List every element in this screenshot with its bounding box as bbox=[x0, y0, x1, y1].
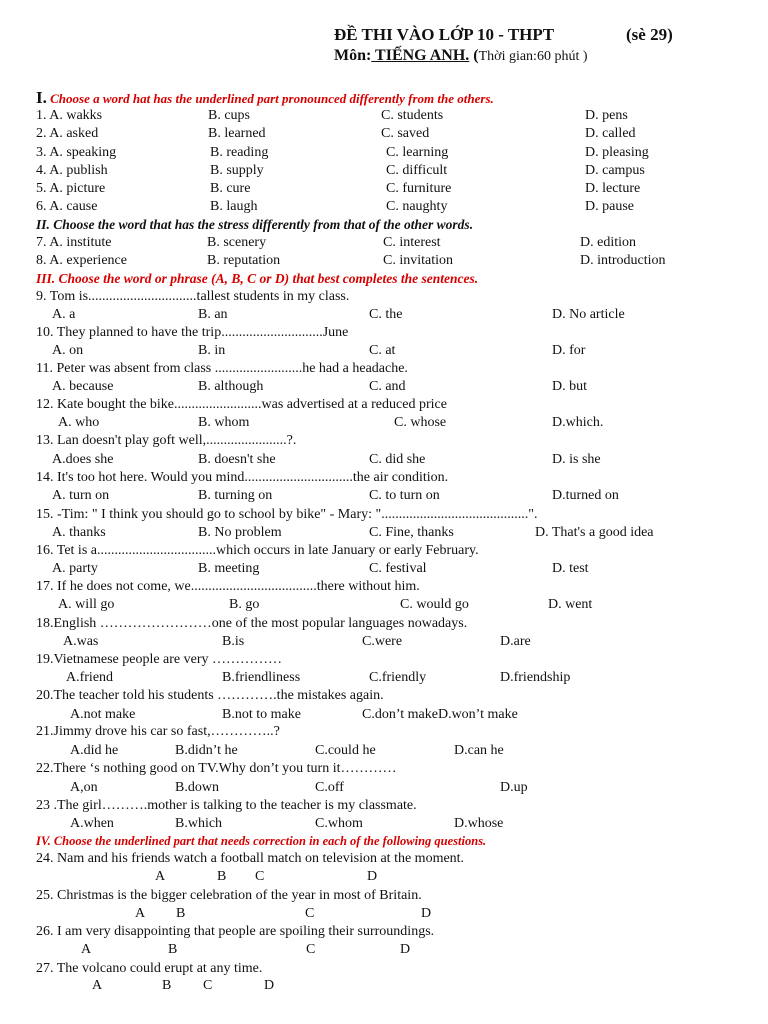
subject-line bbox=[0, 47, 768, 69]
q14-option-c: C. to turn on bbox=[369, 488, 440, 503]
question-24-letters bbox=[0, 868, 768, 886]
q4-option-c: C. difficult bbox=[386, 163, 448, 178]
q24-stem: 24. Nam and his friends watch a football match on television at the moment. bbox=[36, 851, 465, 866]
q26-stem: 26. I am very disappointing that people are spoiling their surroundings. bbox=[36, 924, 435, 939]
q17-option-a: A. will go bbox=[58, 597, 115, 612]
q19-option-a: A.friend bbox=[66, 670, 114, 685]
time-close: ) bbox=[579, 49, 588, 64]
question-16-options bbox=[0, 560, 768, 578]
q21-option-c: C.could he bbox=[315, 743, 376, 758]
section-2-text: II. Choose the word that has the stress differently from that of the other words. bbox=[36, 217, 474, 232]
q2-option-b: B. learned bbox=[208, 126, 266, 141]
q23-option-d: D.whose bbox=[454, 816, 504, 831]
question-12-options bbox=[0, 414, 768, 432]
q16-option-a: A. party bbox=[52, 561, 98, 576]
exam-title-line bbox=[0, 26, 768, 48]
q18-option-d: D.are bbox=[500, 634, 531, 649]
q19-option-b: B.friendliness bbox=[222, 670, 301, 685]
q1-option-a: 1. A. wakks bbox=[36, 108, 103, 123]
q6-option-d: D. pause bbox=[585, 199, 634, 214]
q8-option-c: C. invitation bbox=[383, 253, 453, 268]
q8-option-a: 8. A. experience bbox=[36, 253, 127, 268]
q16-option-c: C. festival bbox=[369, 561, 427, 576]
question-4 bbox=[0, 162, 768, 180]
section-4-text: IV. Choose the underlined part that needs correction in each of the following questions. bbox=[36, 834, 487, 848]
q7-option-b: B. scenery bbox=[207, 235, 267, 250]
q21-stem: 21.Jimmy drove his car so fast,…………..? bbox=[36, 724, 280, 739]
q15-stem: 15. -Tim: " I think you should go to school by bike" - Mary: "..........................................". bbox=[36, 507, 538, 522]
question-11-stem bbox=[0, 360, 768, 378]
q14-option-d: D.turned on bbox=[552, 488, 619, 503]
question-26-stem bbox=[0, 923, 768, 941]
question-5 bbox=[0, 180, 768, 198]
q14-option-b: B. turning on bbox=[198, 488, 273, 503]
q10-option-a: A. on bbox=[52, 343, 84, 358]
question-13-stem bbox=[0, 432, 768, 450]
q24-letter-a: A bbox=[155, 869, 166, 884]
q20-option-cd: C.don’t makeD.won’t make bbox=[362, 707, 518, 722]
question-19-stem bbox=[0, 651, 768, 669]
q8-option-d: D. introduction bbox=[580, 253, 666, 268]
q18-option-c: C.were bbox=[362, 634, 403, 649]
q25-letter-b: B bbox=[176, 906, 186, 921]
q16-option-b: B. meeting bbox=[198, 561, 260, 576]
question-23-stem bbox=[0, 797, 768, 815]
q23-option-b: B.which bbox=[175, 816, 223, 831]
q18-stem: 18.English ……………………one of the most popular languages nowadays. bbox=[36, 616, 468, 631]
question-27-letters bbox=[0, 977, 768, 995]
q10-option-d: D. for bbox=[552, 343, 586, 358]
q18-option-b: B.is bbox=[222, 634, 245, 649]
q10-stem: 10. They planned to have the trip.............................June bbox=[36, 325, 349, 340]
q20-stem: 20.The teacher told his students ………….the mistakes again. bbox=[36, 688, 384, 703]
q17-option-d: D. went bbox=[548, 597, 593, 612]
q20-option-a: A.not make bbox=[70, 707, 136, 722]
question-26-letters bbox=[0, 941, 768, 959]
q3-option-c: C. learning bbox=[386, 145, 449, 160]
question-18-stem bbox=[0, 615, 768, 633]
q21-option-d: D.can he bbox=[454, 743, 504, 758]
q27-letter-d: D bbox=[264, 978, 275, 993]
question-9-stem bbox=[0, 288, 768, 306]
q1-option-c: C. students bbox=[381, 108, 444, 123]
q24-letter-c: C bbox=[255, 869, 265, 884]
question-19-options bbox=[0, 669, 768, 687]
question-12-stem bbox=[0, 396, 768, 414]
q10-option-c: C. at bbox=[369, 343, 396, 358]
question-25-stem bbox=[0, 887, 768, 905]
q1-option-d: D. pens bbox=[585, 108, 628, 123]
q25-stem: 25. Christmas is the bigger celebration of the year in most of Britain. bbox=[36, 888, 422, 903]
q19-option-d: D.friendship bbox=[500, 670, 571, 685]
q9-option-b: B. an bbox=[198, 307, 228, 322]
subject-name: TIẾNG ANH. bbox=[371, 47, 470, 64]
subject-label: Môn: bbox=[334, 47, 372, 64]
section-1-group bbox=[36, 89, 494, 109]
q14-option-a: A. turn on bbox=[52, 488, 110, 503]
question-22-options bbox=[0, 779, 768, 797]
q11-option-c: C. and bbox=[369, 379, 406, 394]
q13-option-c: C. did she bbox=[369, 452, 426, 467]
q13-option-a: A.does she bbox=[52, 452, 114, 467]
section-1-text: Choose a word hat has the underlined part pronounced differently from the others. bbox=[46, 91, 494, 106]
section-2-heading bbox=[0, 216, 768, 234]
question-13-options bbox=[0, 451, 768, 469]
question-23-options bbox=[0, 815, 768, 833]
question-9-options bbox=[0, 306, 768, 324]
q13-option-b: B. doesn't she bbox=[198, 452, 276, 467]
q7-option-c: C. interest bbox=[383, 235, 441, 250]
section-1-number: I. bbox=[36, 88, 47, 107]
q15-option-b: B. No problem bbox=[198, 525, 282, 540]
question-2 bbox=[0, 125, 768, 143]
q17-option-b: B. go bbox=[229, 597, 260, 612]
q2-option-c: C. saved bbox=[381, 126, 430, 141]
q9-option-d: D. No article bbox=[552, 307, 625, 322]
time-open: ( bbox=[469, 47, 479, 64]
question-21-options bbox=[0, 742, 768, 760]
q13-option-d: D. is she bbox=[552, 452, 601, 467]
section-4-heading bbox=[0, 832, 768, 850]
question-15-options bbox=[0, 524, 768, 542]
question-21-stem bbox=[0, 723, 768, 741]
q27-letter-b: B bbox=[162, 978, 172, 993]
q5-option-c: C. furniture bbox=[386, 181, 452, 196]
question-1 bbox=[0, 107, 768, 125]
q23-option-a: A.when bbox=[70, 816, 114, 831]
q10-option-b: B. in bbox=[198, 343, 226, 358]
q19-stem: 19.Vietnamese people are very …………… bbox=[36, 652, 283, 667]
q14-stem: 14. It's too hot here. Would you mind...............................the air condition. bbox=[36, 470, 449, 485]
q27-stem: 27. The volcano could erupt at any time. bbox=[36, 961, 263, 976]
question-7 bbox=[0, 234, 768, 252]
question-11-options bbox=[0, 378, 768, 396]
question-27-stem bbox=[0, 960, 768, 978]
q19-option-c: C.friendly bbox=[369, 670, 427, 685]
question-3 bbox=[0, 144, 768, 162]
q22-option-a: A,on bbox=[70, 780, 98, 795]
q6-option-c: C. naughty bbox=[386, 199, 448, 214]
q8-option-b: B. reputation bbox=[207, 253, 281, 268]
q15-option-c: C. Fine, thanks bbox=[369, 525, 454, 540]
q12-option-c: C. whose bbox=[394, 415, 447, 430]
exam-number: (sè 29) bbox=[626, 25, 673, 44]
q20-option-b: B.not to make bbox=[222, 707, 301, 722]
q22-option-b: B.down bbox=[175, 780, 219, 795]
q12-option-a: A. who bbox=[58, 415, 100, 430]
question-22-stem bbox=[0, 760, 768, 778]
q27-letter-a: A bbox=[92, 978, 103, 993]
q9-option-a: A. a bbox=[52, 307, 76, 322]
exam-title: ĐỀ THI VÀO LỚP 10 - THPT bbox=[334, 25, 555, 44]
q6-option-a: 6. A. cause bbox=[36, 199, 98, 214]
q16-stem: 16. Tet is a..................................which occurs in late January or early February. bbox=[36, 543, 479, 558]
q22-option-c: C.off bbox=[315, 780, 344, 795]
time-limit: Thời gian:60 phút bbox=[478, 49, 580, 64]
q12-option-d: D.which. bbox=[552, 415, 604, 430]
q25-letter-c: C bbox=[305, 906, 315, 921]
q9-stem: 9. Tom is...............................tallest students in my class. bbox=[36, 289, 350, 304]
q23-option-c: C.whom bbox=[315, 816, 363, 831]
section-3-text: III. Choose the word or phrase (A, B, C or D) that best completes the sentences. bbox=[36, 271, 479, 286]
q16-option-d: D. test bbox=[552, 561, 589, 576]
q26-letter-b: B bbox=[168, 942, 178, 957]
question-15-stem bbox=[0, 506, 768, 524]
q26-letter-a: A bbox=[81, 942, 92, 957]
question-14-stem bbox=[0, 469, 768, 487]
q2-option-a: 2. A. asked bbox=[36, 126, 99, 141]
q18-option-a: A.was bbox=[63, 634, 99, 649]
q3-option-b: B. reading bbox=[210, 145, 269, 160]
q5-option-a: 5. A. picture bbox=[36, 181, 106, 196]
q24-letter-b: B bbox=[217, 869, 227, 884]
question-25-letters bbox=[0, 905, 768, 923]
q22-option-d: D.up bbox=[500, 780, 528, 795]
q4-option-d: D. campus bbox=[585, 163, 645, 178]
q25-letter-a: A bbox=[135, 906, 146, 921]
question-6 bbox=[0, 198, 768, 216]
q25-letter-d: D bbox=[421, 906, 432, 921]
q1-option-b: B. cups bbox=[208, 108, 250, 123]
q27-letter-c: C bbox=[203, 978, 213, 993]
q15-option-d: D. That's a good idea bbox=[535, 525, 654, 540]
question-8 bbox=[0, 252, 768, 270]
subject-group bbox=[334, 47, 588, 66]
q26-letter-c: C bbox=[306, 942, 316, 957]
question-10-options bbox=[0, 342, 768, 360]
q22-stem: 22.There ‘s nothing good on TV.Why don’t you turn it………… bbox=[36, 761, 397, 776]
q12-option-b: B. whom bbox=[198, 415, 250, 430]
question-14-options bbox=[0, 487, 768, 505]
q11-stem: 11. Peter was absent from class .........................he had a headache. bbox=[36, 361, 408, 376]
q23-stem: 23 .The girl……….mother is talking to the teacher is my classmate. bbox=[36, 798, 417, 813]
question-16-stem bbox=[0, 542, 768, 560]
q11-option-d: D. but bbox=[552, 379, 587, 394]
question-20-options bbox=[0, 706, 768, 724]
q2-option-d: D. called bbox=[585, 126, 636, 141]
question-17-stem bbox=[0, 578, 768, 596]
q5-option-d: D. lecture bbox=[585, 181, 641, 196]
q4-option-b: B. supply bbox=[210, 163, 264, 178]
q21-option-b: B.didn’t he bbox=[175, 743, 238, 758]
q24-letter-d: D bbox=[367, 869, 378, 884]
q26-letter-d: D bbox=[400, 942, 411, 957]
question-20-stem bbox=[0, 687, 768, 705]
question-24-stem bbox=[0, 850, 768, 868]
q15-option-a: A. thanks bbox=[52, 525, 106, 540]
question-10-stem bbox=[0, 324, 768, 342]
question-17-options bbox=[0, 596, 768, 614]
q7-option-d: D. edition bbox=[580, 235, 636, 250]
q11-option-a: A. because bbox=[52, 379, 114, 394]
q13-stem: 13. Lan doesn't play goft well,.......................?. bbox=[36, 433, 297, 448]
q6-option-b: B. laugh bbox=[210, 199, 258, 214]
q12-stem: 12. Kate bought the bike.........................was advertised at a reduced price bbox=[36, 397, 447, 412]
question-18-options bbox=[0, 633, 768, 651]
q17-stem: 17. If he does not come, we....................................there without him. bbox=[36, 579, 420, 594]
section-1-heading bbox=[0, 89, 768, 109]
section-3-heading bbox=[0, 270, 768, 288]
q3-option-a: 3. A. speaking bbox=[36, 145, 117, 160]
q5-option-b: B. cure bbox=[210, 181, 251, 196]
q17-option-c: C. would go bbox=[400, 597, 469, 612]
q11-option-b: B. although bbox=[198, 379, 264, 394]
q21-option-a: A.did he bbox=[70, 743, 119, 758]
q3-option-d: D. pleasing bbox=[585, 145, 649, 160]
q7-option-a: 7. A. institute bbox=[36, 235, 112, 250]
q4-option-a: 4. A. publish bbox=[36, 163, 108, 178]
q9-option-c: C. the bbox=[369, 307, 403, 322]
